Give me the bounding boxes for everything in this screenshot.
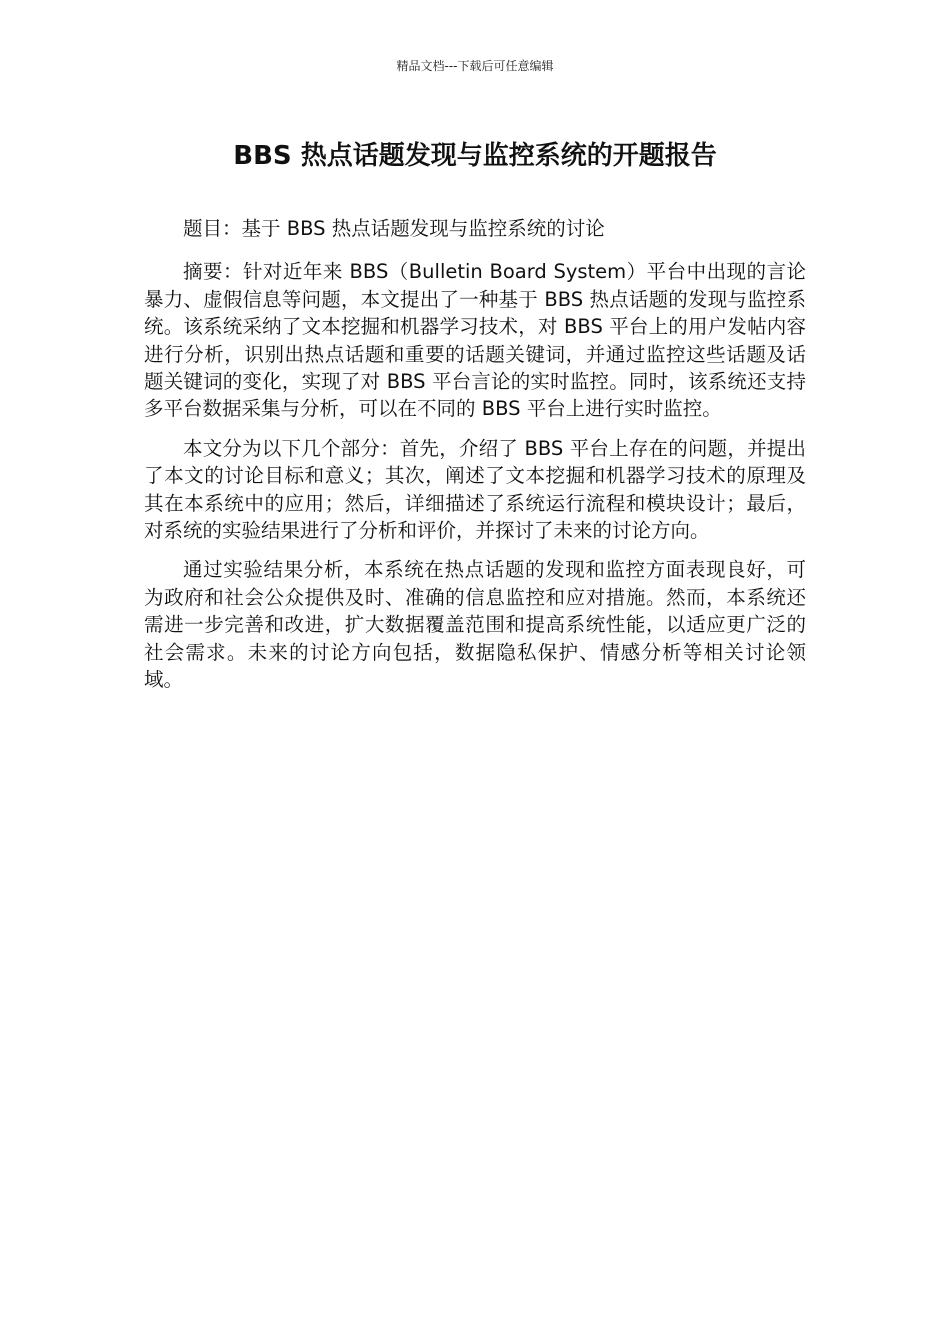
document-title: BBS 热点话题发现与监控系统的开题报告 [233, 141, 717, 171]
page-watermark: 精品文档---下载后可任意编辑 [396, 59, 554, 73]
document-subject: 题目：基于 BBS 热点话题发现与监控系统的讨论 [183, 217, 605, 240]
conclusion-paragraph: 通过实验结果分析，本系统在热点话题的发现和监控方面表现良好，可为政府和社会公众提供及时、准确的信息监控和应对措施。然而，本系统还需进一步完善和改进，扩大数据覆盖范围和提高系统性能，以适应更广泛的社会需求。未来的讨论方向包括，数据隐私保护、情感分析等相关讨论领域。 [144, 558, 806, 692]
abstract-paragraph: 摘要：针对近年来 BBS（Bulletin Board System）平台中出现的言论暴力、虚假信息等问题，本文提出了一种基于 BBS 热点话题的发现与监控系统。该系统采纳了文本挖掘和机器学习技术，对 BBS 平台上的用户发帖内容进行分析，识别出热点话题和重要的话题关键词，并通过监控这些话题及话题关键词的变化，实现了对 BBS 平台言论的实时监控。同时，该系统还支持多平台数据采集与分析，可以在不同的 BBS 平台上进行实时监控。 [144, 260, 806, 421]
structure-paragraph: 本文分为以下几个部分：首先，介绍了 BBS 平台上存在的问题，并提出了本文的讨论目标和意义；其次，阐述了文本挖掘和机器学习技术的原理及其在本系统中的应用；然后，详细描述了系统运行流程和模块设计；最后，对系统的实验结果进行了分析和评价，并探讨了未来的讨论方向。 [144, 436, 806, 543]
document-body [144, 215, 806, 706]
